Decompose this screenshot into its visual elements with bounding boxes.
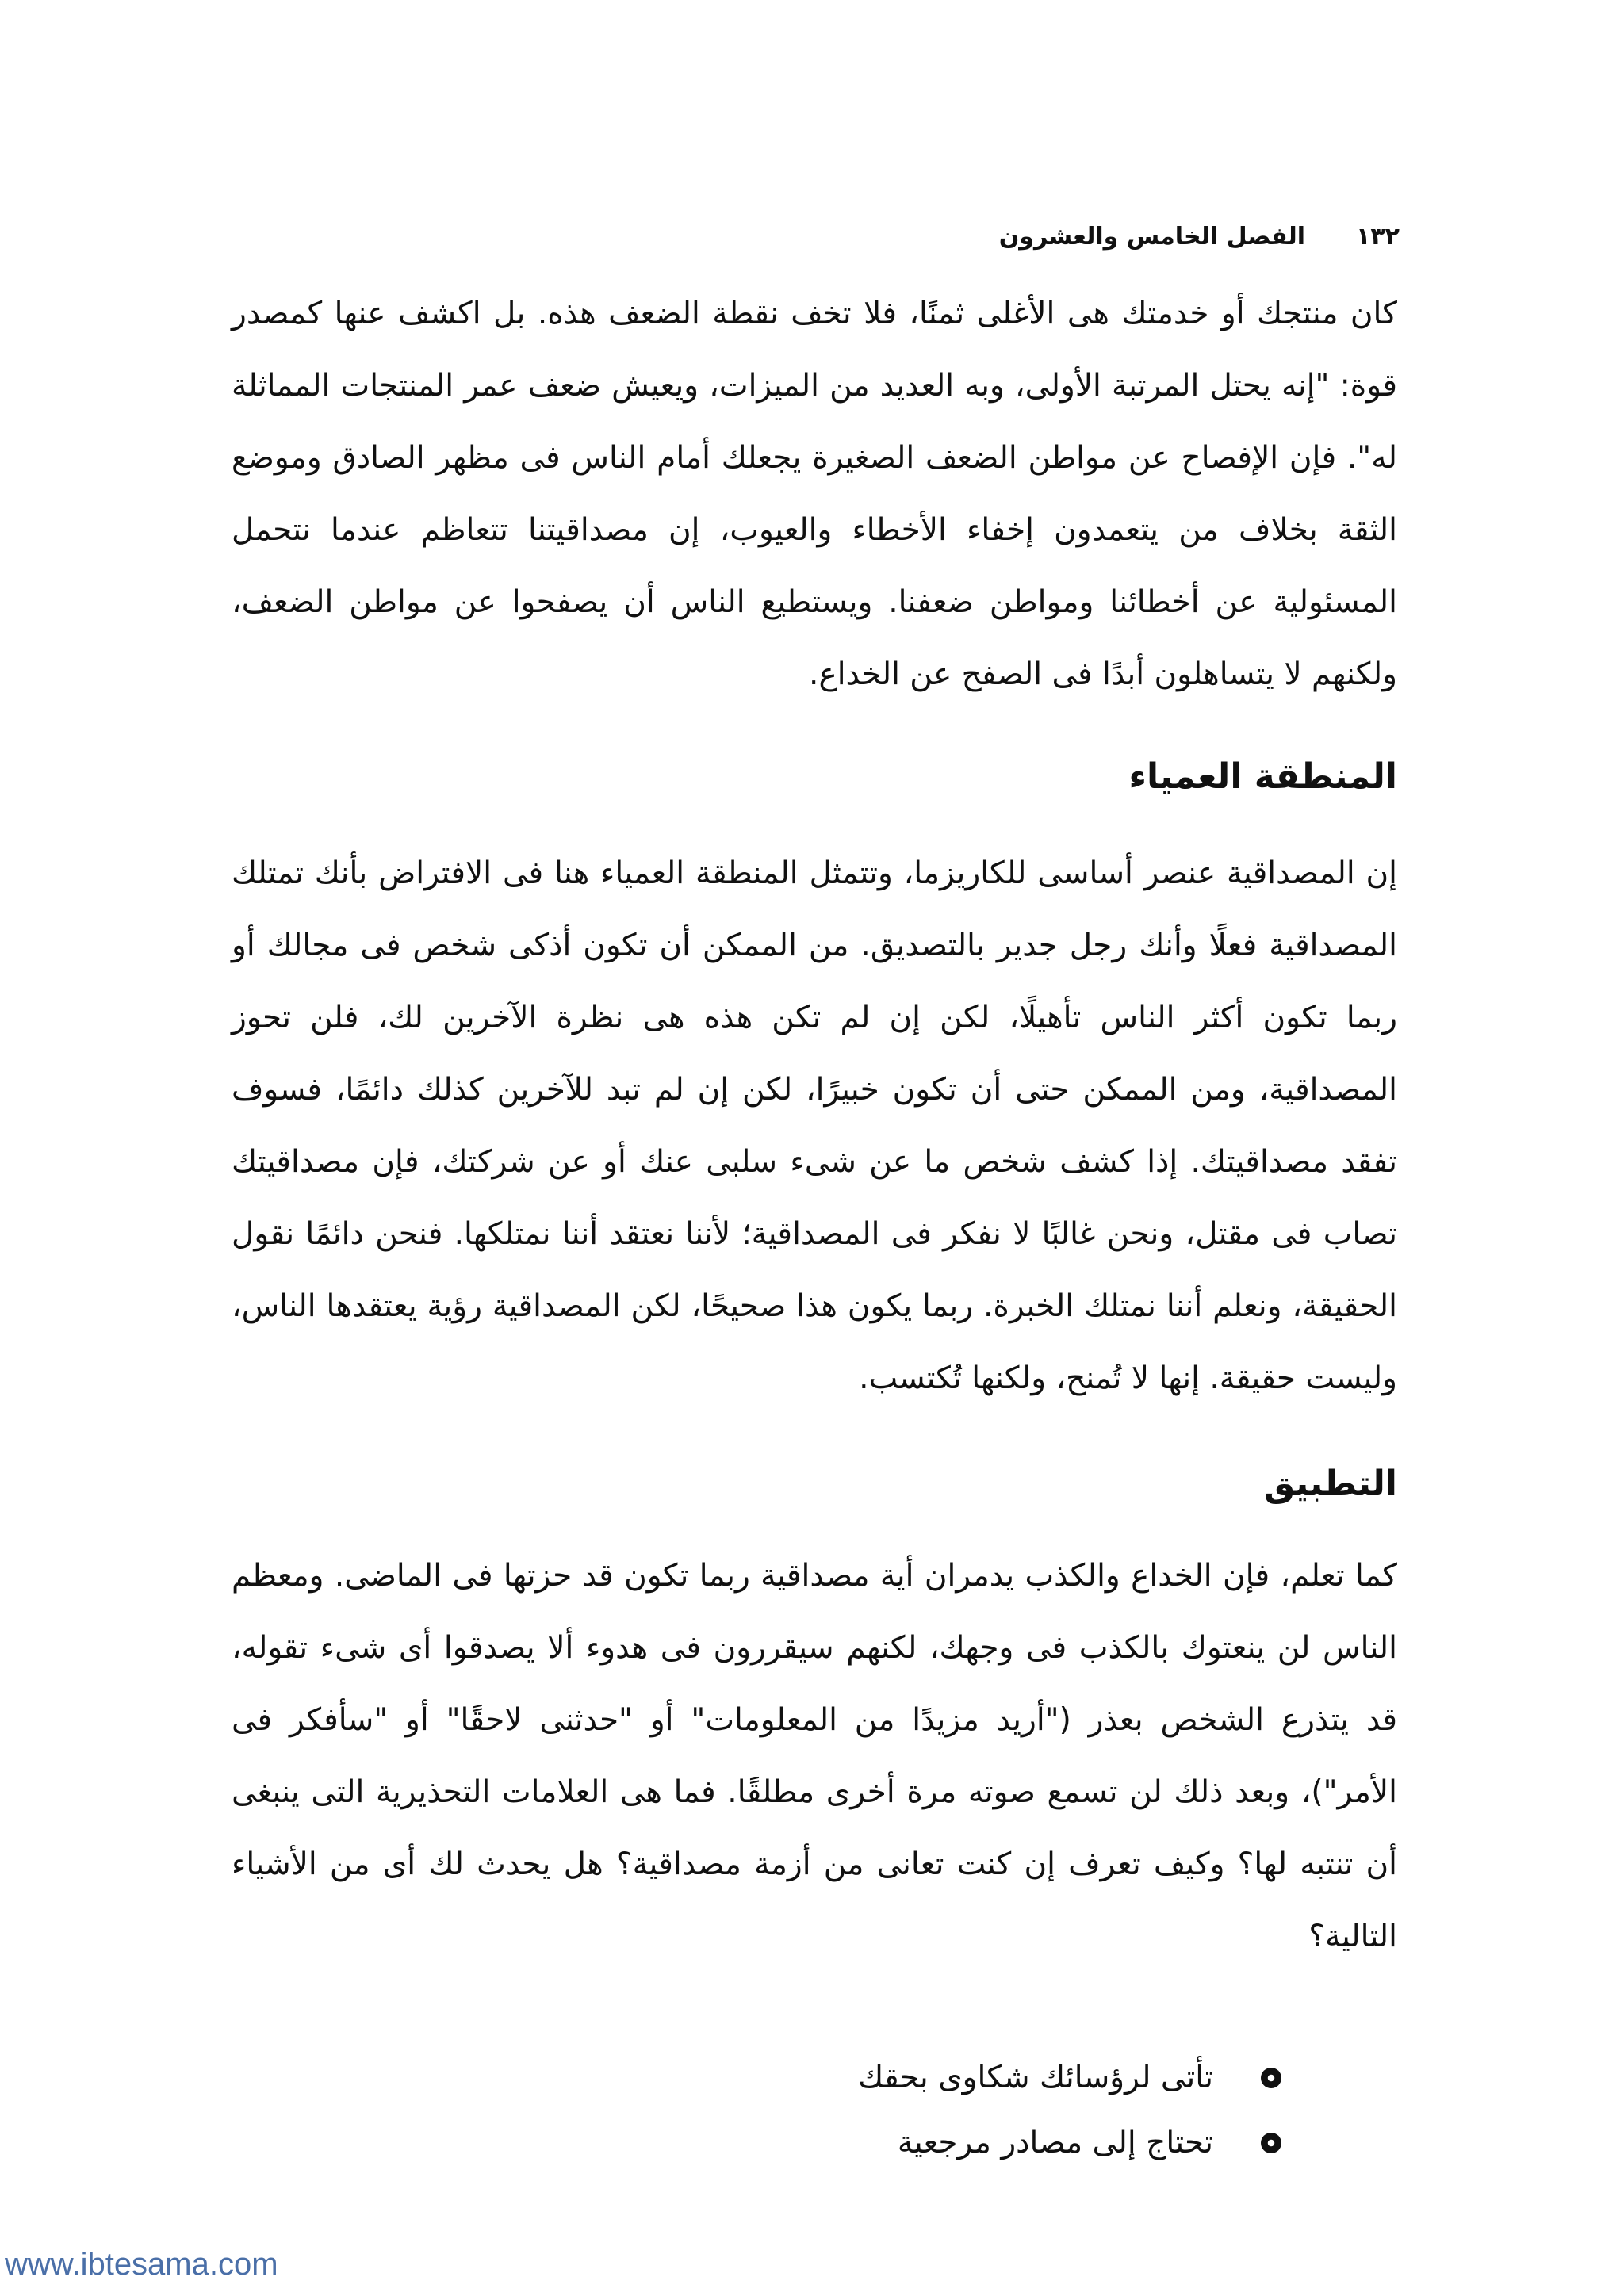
paragraph: إن المصداقية عنصر أساسى للكاريزما، وتتمثل المنطقة العمياء هنا فى الافتراض بأنك تمتلك المصداقية فعلًا وأنك رجل جدير بالتصديق. من الممكن أن تكون أذكى شخص فى مجالك أو ربما تكون أكثر الناس تأهيلًا، لكن إن لم تكن هذه هى نظرة الآخرين لك، فلن تحوز المصداقية، ومن الممكن حتى أن تكون خبيرًا، لكن إن لم تبد للآخرين كذلك دائمًا، فسوف تفقد مصداقيتك. إذا كشف شخص ما عن شىء سلبى عنك أو عن شركتك، فإن مصداقيتك تصاب فى مقتل، ونحن غالبًا لا نفكر فى المصداقية؛ لأننا نعتقد أننا نمتلكها. فنحن دائمًا نقول الحقيقة، ونعلم أننا نمتلك الخبرة. ربما يكون هذا صحيحًا، لكن المصداقية رؤية يعتقدها الناس، وليست حقيقة. إنها لا تُمنح، ولكنها تُكتسب. [232, 855, 1397, 1396]
bullet-list-item [232, 2045, 1281, 2110]
page-number: ١٣٢ [1356, 222, 1400, 251]
paragraph: كان منتجك أو خدمتك هى الأغلى ثمنًا، فلا تخف نقطة الضعف هذه. بل اكشف عنها كمصدر قوة: "إنه يحتل المرتبة الأولى، وبه العديد من الميزات، ويعيش ضعف عمر المنتجات المماثلة له". فإن الإفصاح عن مواطن الضعف الصغيرة يجعلك أمام الناس فى مظهر الصادق وموضع الثقة بخلاف من يتعمدون إخفاء الأخطاء والعيوب، إن مصداقيتنا تتعاظم عندما نتحمل المسئولية عن أخطائنا ومواطن ضعفنا. ويستطيع الناس أن يصفحوا عن مواطن الضعف، ولكنهم لا يتساهلون أبدًا فى الصفح عن الخداع. [232, 296, 1397, 692]
paragraph: كما تعلم، فإن الخداع والكذب يدمران أية مصداقية ربما تكون قد حزتها فى الماضى. ومعظم الناس لن ينعتوك بالكذب فى وجهك، لكنهم سيقررون فى هدوء ألا يصدقوا أى شىء تقوله، قد يتذرع الشخص بعذر ("أريد مزيدًا من المعلومات" أو "حدثنى لاحقًا" أو "سأفكر فى الأمر")، وبعد ذلك لن تسمع صوته مرة أخرى مطلقًا. فما هى العلامات التحذيرية التى ينبغى أن تنتبه لها؟ وكيف تعرف إن كنت تعانى من أزمة مصداقية؟ هل يحدث لك أى من الأشياء التالية؟ [232, 1558, 1397, 1954]
watermark-url: www.ibtesama.com [5, 2247, 278, 2282]
bullet-text: تأتى لرؤسائك شكاوى بحقك [858, 2060, 1213, 2095]
section-heading-blind-spot: المنطقة العمياء [1128, 756, 1397, 797]
section-heading-application: التطبيق [1263, 1464, 1397, 1504]
flower-bullet-icon [1261, 2133, 1281, 2153]
bullet-list [232, 2045, 1397, 2175]
bullet-list-item [232, 2110, 1281, 2175]
bullet-text: تحتاج إلى مصادر مرجعية [897, 2125, 1213, 2160]
running-header [952, 212, 1400, 260]
flower-bullet-icon [1261, 2068, 1281, 2088]
chapter-title: الفصل الخامس والعشرون [998, 222, 1306, 251]
page-body [232, 277, 1397, 2175]
